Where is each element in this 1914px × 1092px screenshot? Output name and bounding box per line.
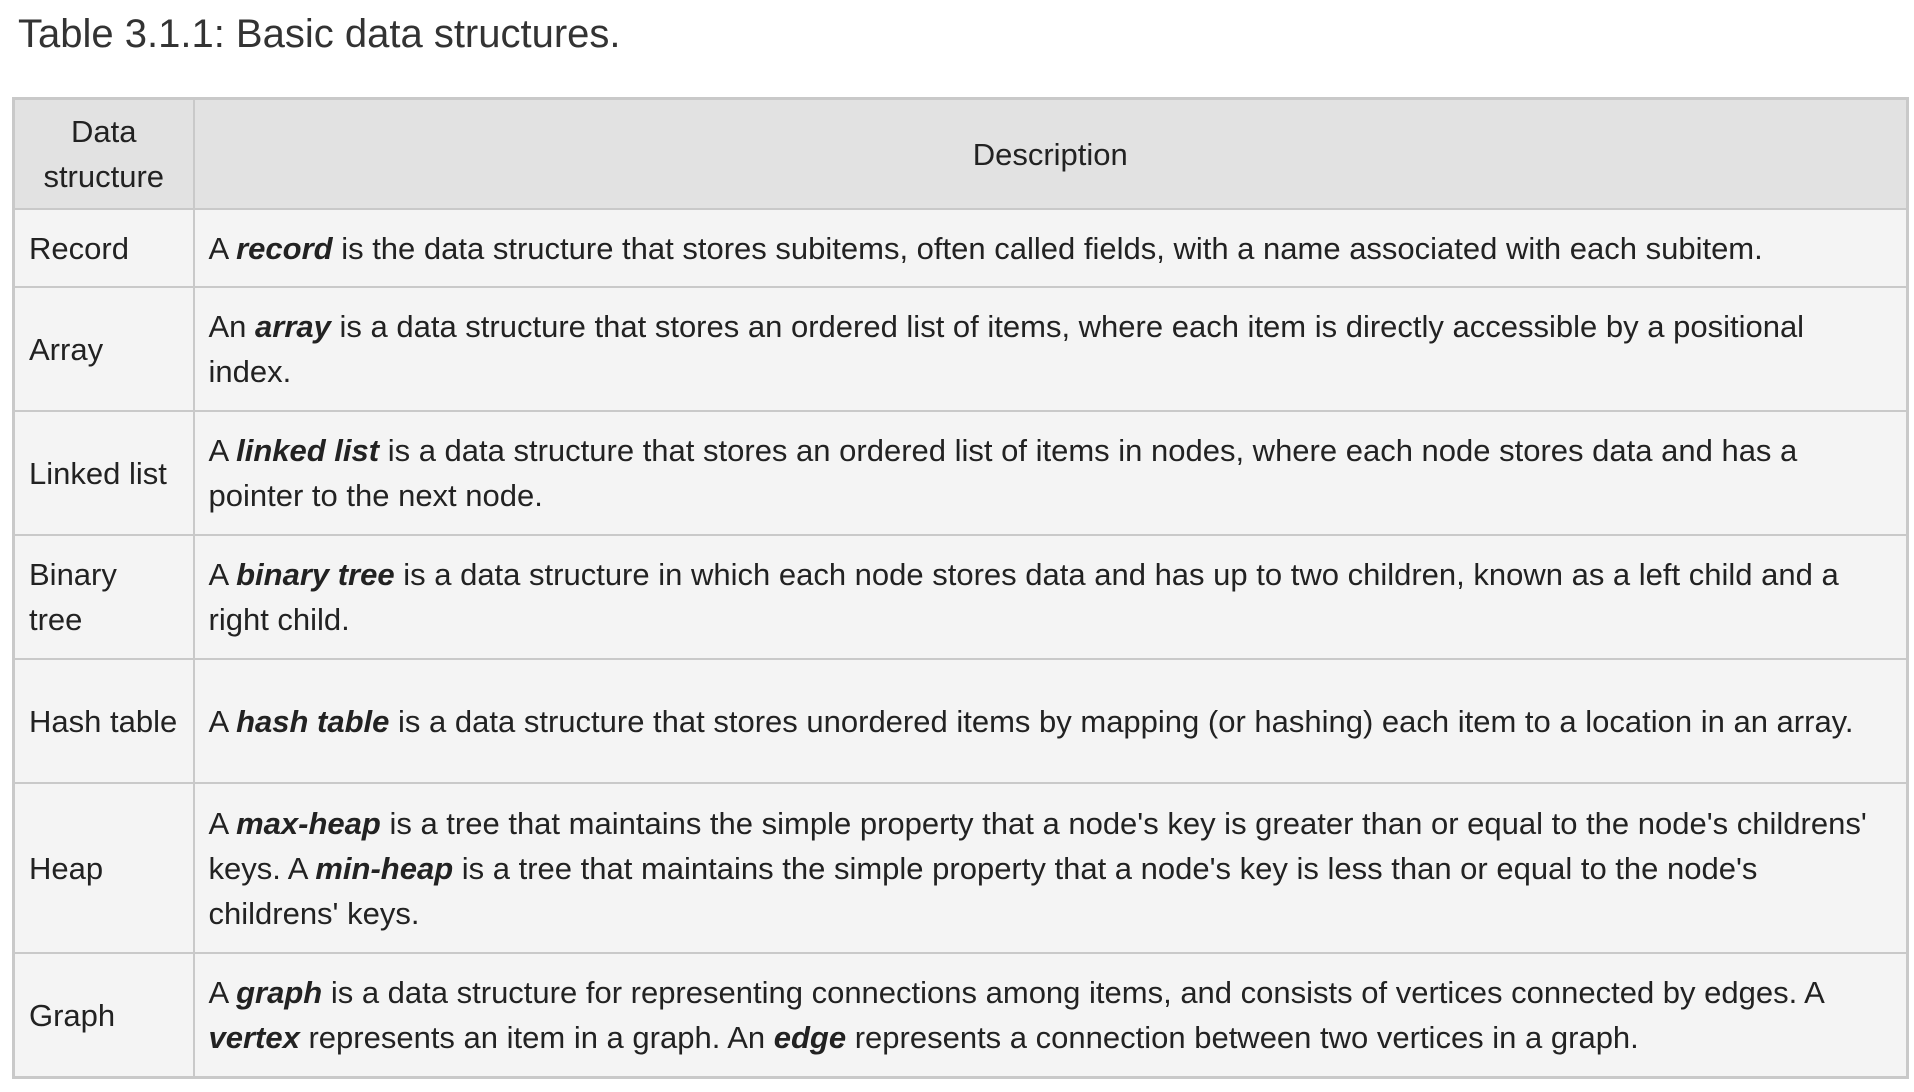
key-term: graph	[236, 975, 323, 1010]
description-cell	[194, 783, 1908, 953]
description-text: A	[208, 805, 237, 841]
description-cell	[194, 209, 1908, 287]
key-term: edge	[773, 1020, 847, 1055]
description-text: represents an item in a graph. An	[299, 1020, 774, 1055]
table-header-row	[14, 99, 1908, 210]
table-row	[14, 953, 1908, 1078]
description-text: is a tree that maintains the simple property that a node's key is less than or equal to the node's childrens' keys.	[208, 850, 1758, 931]
structure-name-cell: Heap	[14, 783, 194, 953]
description-cell	[194, 287, 1908, 411]
structure-name-cell: Record	[14, 209, 194, 287]
description-text: is a data structure that stores an ordered list of items in nodes, where each node stores data and has a pointer to the next node.	[208, 433, 1798, 513]
table-row	[14, 659, 1908, 783]
key-term: min-heap	[315, 850, 454, 886]
structure-name-cell: Linked list	[14, 411, 194, 535]
table-row	[14, 783, 1908, 953]
description-text: A	[208, 433, 237, 468]
table-row	[14, 411, 1908, 535]
description-text: represents a connection between two vertices in a graph.	[846, 1020, 1639, 1055]
description-text: is a data structure that stores an ordered list of items, where each item is directly accessible by a positional index.	[208, 309, 1805, 389]
description-text: A	[208, 230, 237, 266]
description-text: is a tree that maintains the simple property that a node's key is greater than or equal to the node's childrens' keys. A	[208, 805, 1867, 886]
description-text: is a data structure that stores unordered items by mapping (or hashing) each item to a location in an array.	[389, 703, 1854, 739]
description-text: is a data structure in which each node stores data and has up to two children, known as a left child and a right child.	[208, 557, 1839, 637]
table-caption: Table 3.1.1: Basic data structures.	[18, 12, 621, 56]
structure-name-cell: Array	[14, 287, 194, 411]
header-data-structure: Data structure	[14, 99, 194, 210]
key-term: hash table	[236, 703, 390, 739]
description-text: An	[208, 309, 256, 344]
key-term: record	[236, 230, 333, 266]
description-text: A	[208, 975, 237, 1010]
description-text: A	[208, 557, 237, 592]
table-row	[14, 209, 1908, 287]
key-term: vertex	[208, 1020, 300, 1055]
table-row	[14, 535, 1908, 659]
description-cell	[194, 535, 1908, 659]
structure-name-cell: Hash table	[14, 659, 194, 783]
data-structures-table	[12, 97, 1909, 1079]
description-text: A	[208, 703, 237, 739]
key-term: array	[255, 309, 331, 344]
description-text: is a data structure for representing connections among items, and consists of vertices connected by edges. A	[322, 975, 1824, 1010]
structure-name-cell: Binary tree	[14, 535, 194, 659]
description-cell	[194, 411, 1908, 535]
structure-name-cell: Graph	[14, 953, 194, 1078]
description-cell	[194, 659, 1908, 783]
key-term: binary tree	[236, 557, 395, 592]
key-term: linked list	[236, 433, 380, 468]
description-cell	[194, 953, 1908, 1078]
key-term: max-heap	[236, 805, 381, 841]
description-text: is the data structure that stores subitems, often called fields, with a name associated with each subitem.	[332, 230, 1763, 266]
header-description: Description	[194, 99, 1908, 210]
table-row	[14, 287, 1908, 411]
